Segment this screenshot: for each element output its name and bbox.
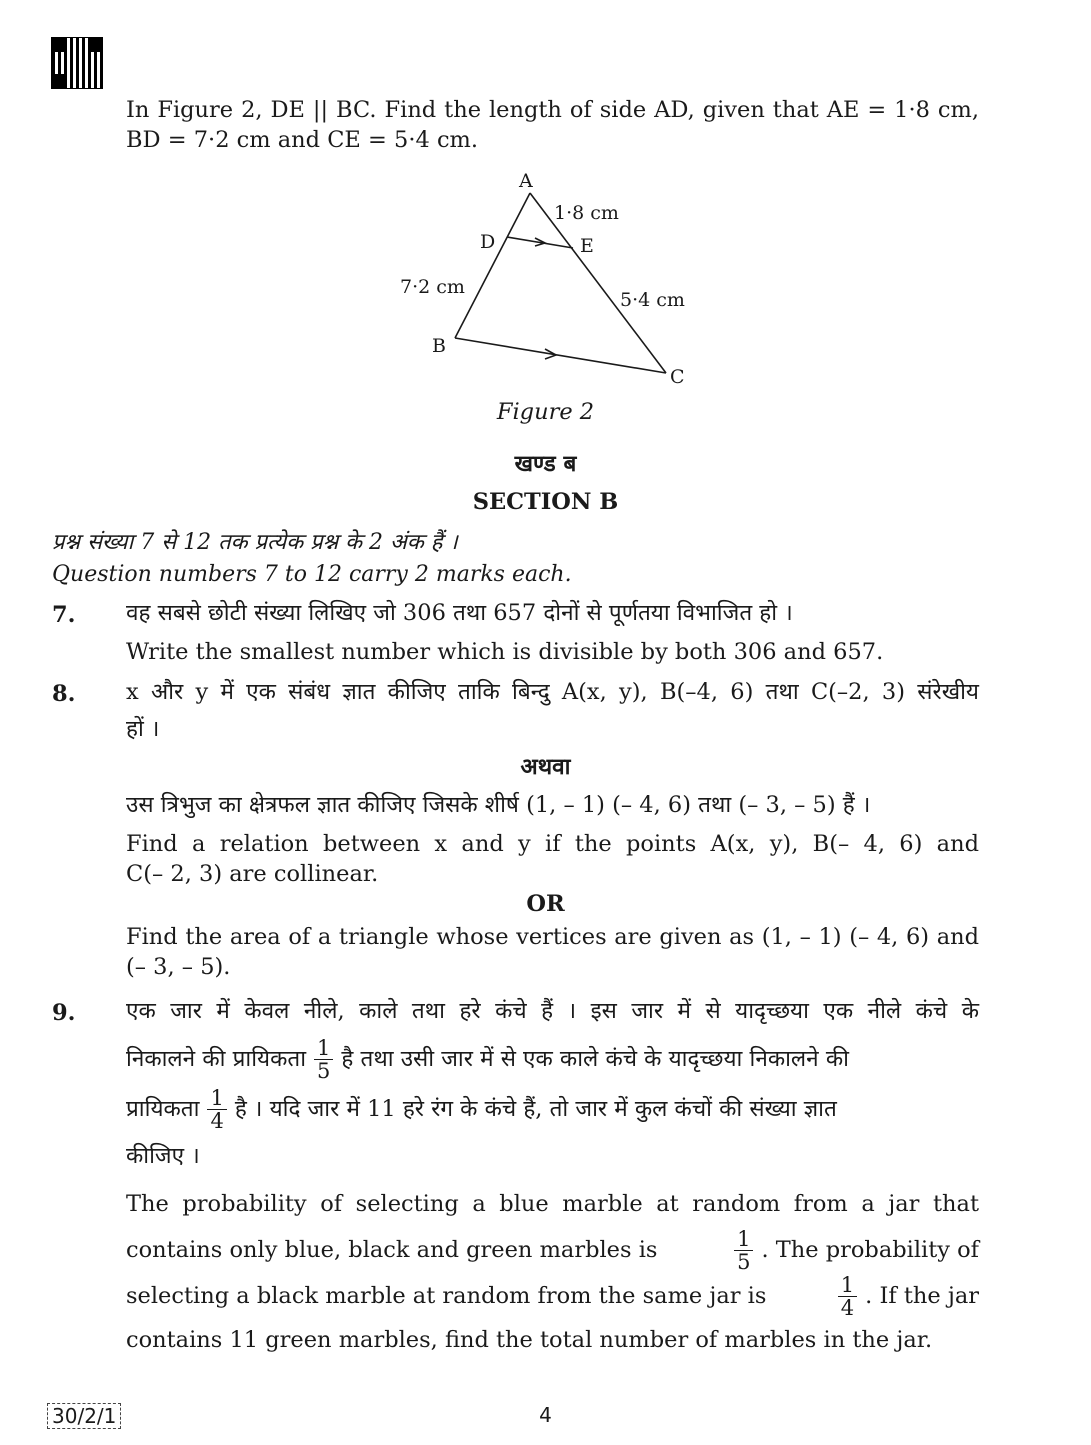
q8-english-line2: C(– 2, 3) are collinear. xyxy=(126,861,379,887)
q7-english: Write the smallest number which is divisible by both 306 and 657. xyxy=(126,639,884,665)
fraction-denominator: 4 xyxy=(207,1109,226,1132)
label-a: A xyxy=(519,170,533,192)
figure-caption: Figure 2 xyxy=(496,399,595,425)
q9-english-line3-post: . If the jar xyxy=(865,1283,979,1309)
q9-hindi-line3 xyxy=(126,1080,837,1138)
q8-english-or: OR xyxy=(526,891,565,917)
q8-number: 8. xyxy=(52,681,76,707)
fraction-numerator: 1 xyxy=(737,1226,751,1251)
q9-english-line3-pre: selecting a black marble at random from the same jar is xyxy=(126,1283,767,1309)
label-d: D xyxy=(480,231,496,253)
q8-hindi-alt: उस त्रिभुज का क्षेत्रफल ज्ञात कीजिए जिसके शीर्ष (1, – 1) (– 4, 6) तथा (– 3, – 5) हैं । xyxy=(126,792,871,818)
label-c: C xyxy=(670,366,685,388)
q9-english-line2-post: . The probability of xyxy=(761,1237,979,1263)
q9-english-line2-pre: contains only blue, black and green marbles is xyxy=(126,1237,658,1263)
q8-hindi-line1: x और y में एक संबंध ज्ञात कीजिए ताकि बिन्दु A(x, y), B(–4, 6) तथा C(–2, 3) संरेखीय xyxy=(126,679,979,705)
fraction-denominator: 4 xyxy=(838,1296,857,1319)
label-e: E xyxy=(580,235,594,257)
segment-de xyxy=(507,237,573,248)
q8-hindi-or: अथवा xyxy=(520,754,571,780)
label-b: B xyxy=(432,335,446,357)
q7-hindi: वह सबसे छोटी संख्या लिखिए जो 306 तथा 657 दोनों से पूर्णतया विभाजित हो । xyxy=(126,600,793,626)
fraction-one-fifth xyxy=(314,1037,333,1082)
section-instruction: Question numbers 7 to 12 carry 2 marks each. xyxy=(52,562,572,587)
section-instruction-hindi: प्रश्न संख्या 7 से 12 तक प्रत्येक प्रश्न के 2 अंक हैं । xyxy=(52,530,458,555)
label-bd-length: 7·2 cm xyxy=(400,276,465,298)
q9-english-line3 xyxy=(126,1268,979,1324)
q9-english-line1: The probability of selecting a blue marble at random from a jar that xyxy=(126,1191,979,1217)
side-bc xyxy=(455,338,666,373)
side-ab xyxy=(455,193,530,338)
q8-english-line1: Find a relation between x and y if the points A(x, y), B(– 4, 6) and xyxy=(126,831,979,857)
fraction-one-fifth xyxy=(734,1228,753,1273)
fraction-denominator: 5 xyxy=(734,1250,753,1273)
label-ae-length: 1·8 cm xyxy=(554,202,619,224)
fraction-numerator: 1 xyxy=(317,1035,331,1060)
section-title-hindi: खण्ड ब xyxy=(514,451,577,477)
triangle-figure xyxy=(380,165,720,395)
fraction-one-fourth xyxy=(207,1087,226,1132)
q9-hindi-line1: एक जार में केवल नीले, काले तथा हरे कंचे हैं । इस जार में से यादृच्छया एक नीले कंचे के xyxy=(126,998,979,1024)
q9-number: 9. xyxy=(52,1000,76,1026)
q9-hindi-line4: कीजिए । xyxy=(126,1143,200,1169)
q6-text-line1: In Figure 2, DE || BC. Find the length of side AD, given that AE = 1·8 cm, xyxy=(126,97,979,123)
q9-hindi-line2-post: है तथा उसी जार में से एक काले कंचे के यादृच्छया निकालने की xyxy=(341,1046,849,1072)
label-ce-length: 5·4 cm xyxy=(620,289,685,311)
q9-english-line3-tail xyxy=(830,1274,979,1319)
q8-english-alt-line2: (– 3, – 5). xyxy=(126,954,231,980)
q9-hindi-line3-pre: प्रायिकता xyxy=(126,1096,200,1122)
q8-english-alt-line1: Find the area of a triangle whose vertices are given as (1, – 1) (– 4, 6) and xyxy=(126,924,979,950)
q7-number: 7. xyxy=(52,602,76,628)
fraction-denominator: 5 xyxy=(314,1059,333,1082)
fraction-numerator: 1 xyxy=(210,1085,224,1110)
qr-code xyxy=(52,38,102,88)
q6-text-line2: BD = 7·2 cm and CE = 5·4 cm. xyxy=(126,127,479,153)
q9-hindi-line2-pre: निकालने की प्रायिकता xyxy=(126,1046,307,1072)
q9-english-line4: contains 11 green marbles, find the total number of marbles in the jar. xyxy=(126,1327,933,1353)
paper-code: 30/2/1 xyxy=(47,1403,121,1429)
q9-english-line2-tail xyxy=(726,1228,979,1273)
q8-hindi-line2: हों । xyxy=(126,716,160,742)
q9-hindi-line3-post: है । यदि जार में 11 हरे रंग के कंचे हैं, तो जार में कुल कंचों की संख्या ज्ञात xyxy=(234,1096,837,1122)
fraction-one-fourth xyxy=(838,1274,857,1319)
section-title: SECTION B xyxy=(472,489,619,515)
page-number: 4 xyxy=(539,1403,552,1427)
fraction-numerator: 1 xyxy=(840,1272,855,1297)
